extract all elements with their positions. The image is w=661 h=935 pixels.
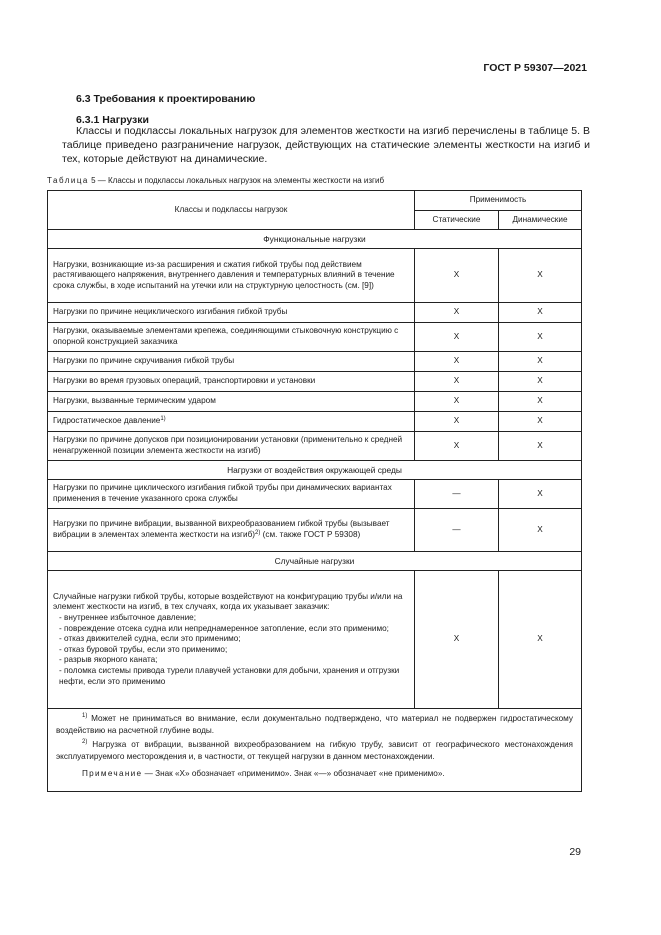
footnote-mark: 1) bbox=[82, 713, 88, 719]
footnote-ref: 1) bbox=[160, 416, 166, 423]
page-number: 29 bbox=[569, 846, 581, 858]
row-dynamic: X bbox=[499, 412, 582, 432]
table-note bbox=[56, 768, 573, 780]
row-static: X bbox=[415, 432, 499, 461]
table-header-row bbox=[48, 191, 582, 211]
row-label: Нагрузки по причине допусков при позиционировании установки (применительно к средней ненагруженной позиции элемента жесткости на изгиб) bbox=[48, 432, 415, 461]
table-row bbox=[48, 480, 582, 509]
table-row bbox=[48, 372, 582, 392]
header-applicability: Применимость bbox=[415, 191, 582, 211]
row-label: Нагрузки по причине нециклического изгибания гибкой трубы bbox=[48, 303, 415, 323]
row-static: X bbox=[415, 352, 499, 372]
row-static: X bbox=[415, 303, 499, 323]
row-dynamic: X bbox=[499, 509, 582, 552]
row-static: X bbox=[415, 392, 499, 412]
row-static: X bbox=[415, 249, 499, 303]
list-item: - отказ буровой трубы, если это применимо; bbox=[59, 644, 228, 654]
list-item: - внутреннее избыточное давление; bbox=[59, 613, 197, 623]
table-row bbox=[48, 303, 582, 323]
loads-table bbox=[47, 190, 582, 792]
row-dynamic: X bbox=[499, 480, 582, 509]
row-dynamic: X bbox=[499, 571, 582, 709]
row-dynamic: X bbox=[499, 432, 582, 461]
row-static: — bbox=[415, 509, 499, 552]
row-label bbox=[48, 412, 415, 432]
row-label: Нагрузки, вызванные термическим ударом bbox=[48, 392, 415, 412]
footnote-text: Нагрузка от вибрации, вызванной вихреобразованием на гибкую трубу, зависит от географического местонахождения эксплуатируемого месторождения и, в частности, от текущей нагрузки в данном местонахождении. bbox=[56, 740, 573, 761]
section-row bbox=[48, 230, 582, 249]
row-label: Нагрузки по причине скручивания гибкой трубы bbox=[48, 352, 415, 372]
list-item: - разрыв якорного каната; bbox=[59, 655, 158, 665]
footnotes-cell bbox=[48, 709, 582, 792]
row-dynamic: X bbox=[499, 323, 582, 352]
header-dynamic: Динамические bbox=[499, 211, 582, 230]
list-item: - отказ движителей судна, если это применимо; bbox=[59, 634, 241, 644]
table-caption-text: 5 — Классы и подклассы локальных нагрузок на элементы жесткости на изгиб bbox=[91, 176, 385, 185]
table-row bbox=[48, 412, 582, 432]
row-static: X bbox=[415, 323, 499, 352]
row-label: Нагрузки, оказываемые элементами крепежа, соединяющими стыковочную конструкцию с опорной конструкцией заказчика bbox=[48, 323, 415, 352]
row-static: X bbox=[415, 412, 499, 432]
row-label-text: Случайные нагрузки гибкой трубы, которые воздействуют на конфигурацию трубы и/или на элемент жесткости на изгиб, в тех случаях, когда их указывает заказчик: bbox=[53, 591, 403, 612]
table-caption-word: Таблица bbox=[47, 176, 89, 185]
intro-paragraph: Классы и подклассы локальных нагрузок для элементов жесткости на изгиб перечислены в таблице 5. В таблице приведено разграничение нагрузок, действующих на статические элементы жесткости на изгиб и тех, которые действуют на динамические. bbox=[62, 125, 590, 166]
list-item: - поломка системы привода турели плавучей установки для добычи, хранения и отгрузки нефти, если это применимо bbox=[59, 665, 400, 686]
row-static: X bbox=[415, 571, 499, 709]
note-text: — Знак «X» обозначает «применимо». Знак «—» обозначает «не применимо». bbox=[142, 769, 445, 778]
section-row bbox=[48, 552, 582, 571]
section-title: Функциональные нагрузки bbox=[48, 230, 582, 249]
document-id-header: ГОСТ Р 59307—2021 bbox=[483, 62, 587, 74]
footnote-text: Может не приниматься во внимание, если документально подтверждено, что материал не подвержен гидростатическому воздействию на расчетной глубине воды. bbox=[56, 714, 573, 735]
section-title: Случайные нагрузки bbox=[48, 552, 582, 571]
table-row bbox=[48, 571, 582, 709]
row-dynamic: X bbox=[499, 352, 582, 372]
row-label bbox=[48, 571, 415, 709]
table-row bbox=[48, 352, 582, 372]
section-row bbox=[48, 461, 582, 480]
row-label: Нагрузки во время грузовых операций, транспортировки и установки bbox=[48, 372, 415, 392]
table-row bbox=[48, 323, 582, 352]
table-row bbox=[48, 392, 582, 412]
footnote bbox=[56, 713, 573, 736]
section-heading: 6.3 Требования к проектированию bbox=[76, 93, 256, 105]
row-static: X bbox=[415, 372, 499, 392]
table-row bbox=[48, 249, 582, 303]
row-static: — bbox=[415, 480, 499, 509]
row-label: Нагрузки по причине циклического изгибания гибкой трубы при динамических вариантах применения в течение указанного срока службы bbox=[48, 480, 415, 509]
header-classes: Классы и подклассы нагрузок bbox=[48, 191, 415, 230]
row-label-tail: (см. также ГОСТ Р 59308) bbox=[260, 530, 361, 539]
row-label: Нагрузки, возникающие из-за расширения и сжатия гибкой трубы под действием растягивающего напряжения, внутреннего давления и температурных влияний в течение срока службы, в ходе испытаний на утечки или на структурную целостность (см. [9]) bbox=[48, 249, 415, 303]
subsection-heading: 6.3.1 Нагрузки bbox=[76, 114, 149, 126]
row-label-text: Нагрузки по причине вибрации, вызванной вихреобразованием гибкой трубы (вызывает вибрации в элементах элемента жесткости на изгиб) bbox=[53, 519, 390, 539]
header-static: Статические bbox=[415, 211, 499, 230]
table-caption bbox=[47, 176, 384, 185]
footnote-mark: 2) bbox=[82, 739, 88, 745]
list-item: - повреждение отсека судна или непреднамеренное затопление, если это применимо; bbox=[59, 623, 389, 633]
section-title: Нагрузки от воздействия окружающей среды bbox=[48, 461, 582, 480]
footnote bbox=[56, 739, 573, 762]
row-dynamic: X bbox=[499, 249, 582, 303]
row-dynamic: X bbox=[499, 392, 582, 412]
row-dynamic: X bbox=[499, 372, 582, 392]
row-dynamic: X bbox=[499, 303, 582, 323]
footnotes-row bbox=[48, 709, 582, 792]
table-row bbox=[48, 509, 582, 552]
row-label bbox=[48, 509, 415, 552]
row-label-text: Гидростатическое давление bbox=[53, 416, 161, 426]
footnote-ref: 2) bbox=[255, 530, 261, 536]
note-word: Примечание bbox=[82, 769, 143, 778]
table-row bbox=[48, 432, 582, 461]
